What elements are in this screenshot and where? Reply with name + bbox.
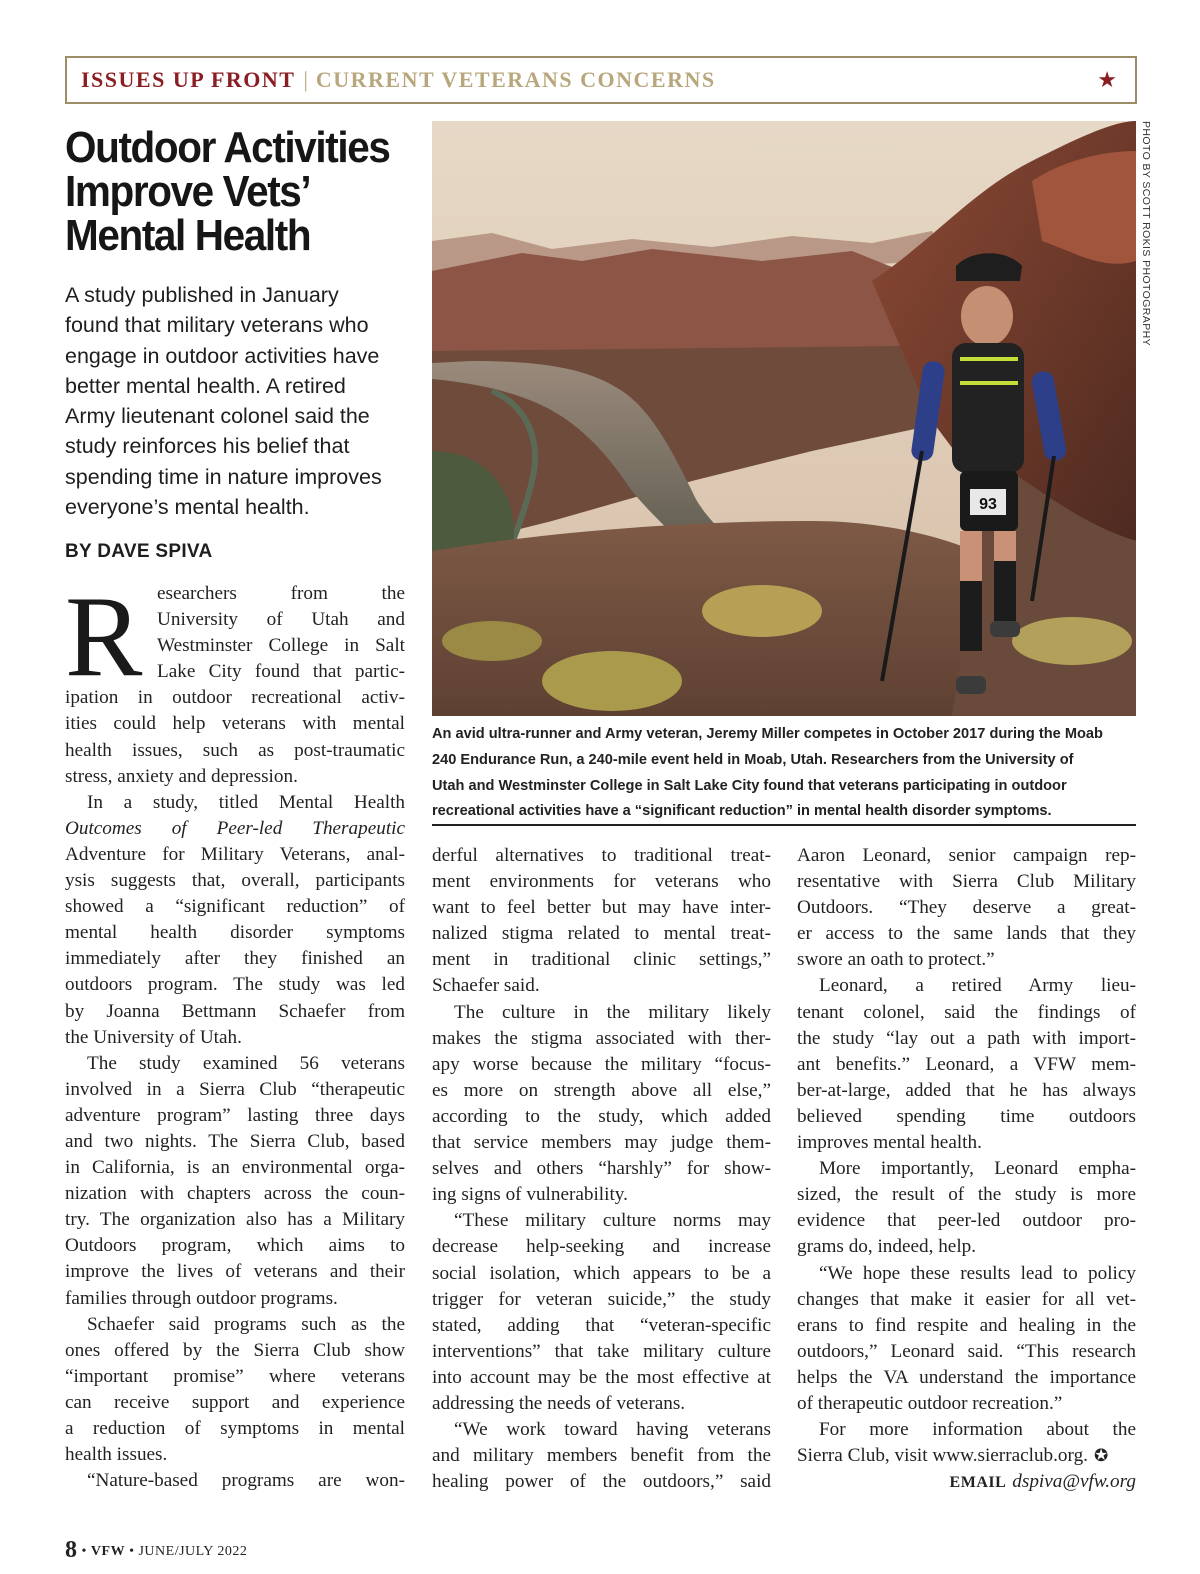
photo-caption: [432, 722, 1136, 825]
body-column-2: [432, 843, 771, 1495]
body-line: outdoors program. The study was led: [65, 974, 405, 996]
body-column-3: [797, 843, 1136, 1495]
body-line: Schaefer said.: [432, 975, 540, 997]
headline-line: Outdoor Activities: [65, 123, 390, 172]
body-line: by Joanna Bettmann Schaefer from: [65, 1000, 405, 1022]
body-line: “We work toward having veterans: [454, 1419, 771, 1441]
body-line: esearchers from the: [157, 583, 405, 604]
body-line: a reduction of symptoms in mental: [65, 1418, 405, 1439]
body-line: and two nights. The Sierra Club, based: [65, 1130, 405, 1152]
body-line: in California, is an environmental orga-: [65, 1157, 405, 1179]
body-line: “These military culture norms may: [454, 1210, 771, 1232]
body-line: interventions” that take military culture: [432, 1340, 771, 1362]
body-line: ing signs of vulnerability.: [432, 1184, 628, 1206]
folio-bullet: •: [81, 1544, 87, 1559]
body-line: decrease help-seeking and increase: [432, 1236, 771, 1258]
body-line: The study examined 56 veterans: [87, 1052, 405, 1074]
caption-line: Utah and Westminster College in Salt Lake City found that veterans participating in outdoor: [432, 777, 1067, 794]
body-line-with-end-mark: [797, 1443, 1136, 1469]
article-photo: [432, 121, 1136, 716]
body-line: believed spending time outdoors: [797, 1105, 1136, 1127]
body-line: ities could help veterans with mental: [65, 713, 405, 735]
body-line: helps the VA understand the importance: [797, 1366, 1136, 1388]
body-line: Outcomes of Peer-led Therapeutic: [65, 817, 405, 839]
body-line: health issues, such as post-traumatic: [65, 739, 405, 761]
caption-line: 240 Endurance Run, a 240-mile event held in Moab, Utah. Researchers from the University of: [432, 751, 1074, 768]
body-line: Adventure for Military Veterans, anal-: [65, 843, 405, 865]
folio-bullet: •: [129, 1544, 135, 1559]
body-line: ber-at-large, added that he has always: [797, 1079, 1136, 1101]
body-line: For more information about the: [819, 1419, 1136, 1441]
body-line: addressing the needs of veterans.: [432, 1392, 686, 1414]
body-line: want to feel better but may have inter-: [432, 897, 771, 919]
body-line: makes the stigma associated with ther-: [432, 1027, 771, 1049]
body-line: ment environments for veterans who: [432, 871, 771, 893]
body-line: showed a “significant reduction” of: [65, 896, 405, 918]
body-line: University of Utah and: [157, 609, 405, 631]
photo-credit: PHOTO BY SCOTT ROKIS PHOTOGRAPHY: [1140, 121, 1152, 346]
body-line: Outdoors program, which aims to: [65, 1235, 405, 1257]
body-line: nalized stigma related to mental treat-: [432, 923, 771, 945]
body-line: social isolation, which appears to be a: [432, 1262, 771, 1284]
magazine-name: VFW: [90, 1544, 126, 1559]
dek-line: spending time in nature improves: [65, 464, 382, 489]
body-line: stated, adding that “veteran-specific: [432, 1314, 771, 1336]
page-folio: [65, 1537, 247, 1564]
dek-line: found that military veterans who: [65, 313, 369, 338]
canyon-runner-illustration: [432, 121, 1136, 716]
body-line: grams do, indeed, help.: [797, 1236, 977, 1258]
body-line: More importantly, Leonard empha-: [819, 1158, 1136, 1180]
dek-line: A study published in January: [65, 283, 339, 307]
body-line: Lake City found that partic-: [157, 661, 405, 683]
body-line: can receive support and experience: [65, 1391, 405, 1413]
body-line: mental health disorder symptoms: [65, 922, 405, 944]
headline-line: Improve Vets’: [65, 167, 311, 216]
caption-line: recreational activities have a “significant reduction” in mental health disorder symptoms.: [432, 803, 1052, 820]
star-icon: ★: [1097, 67, 1117, 92]
body-line: changes that make it easier for all vet-: [797, 1288, 1136, 1310]
body-line: the University of Utah.: [65, 1026, 242, 1048]
body-line: evidence that peer-led outdoor pro-: [797, 1210, 1136, 1232]
body-line: involved in a Sierra Club “therapeutic: [65, 1078, 405, 1100]
body-line: ment in traditional clinic settings,”: [432, 949, 771, 971]
body-line: derful alternatives to traditional treat-: [432, 845, 771, 866]
body-line: sized, the result of the study is more: [797, 1184, 1136, 1206]
body-line: swore an oath to protect.”: [797, 949, 995, 971]
body-line: of therapeutic outdoor recreation.”: [797, 1392, 1063, 1414]
body-line: families through outdoor programs.: [65, 1287, 338, 1309]
body-line: immediately after they finished an: [65, 948, 405, 970]
body-line: trigger for veteran suicide,” the study: [432, 1288, 771, 1310]
body-line: selves and others “harshly” for show-: [432, 1158, 771, 1180]
body-line: ant benefits.” Leonard, a VFW mem-: [797, 1053, 1136, 1075]
body-line: ones offered by the Sierra Club show: [65, 1339, 405, 1361]
body-line: ysis suggests that, overall, participants: [65, 870, 405, 892]
body-line: The culture in the military likely: [454, 1001, 771, 1023]
article-dek: [65, 280, 410, 522]
body-line: Aaron Leonard, senior campaign rep-: [797, 845, 1136, 866]
caption-line: An avid ultra-runner and Army veteran, Jeremy Miller competes in October 2017 during the Moab: [432, 726, 1103, 742]
body-line: Westminster College in Salt: [157, 635, 405, 657]
body-line: and military members benefit from the: [432, 1445, 771, 1467]
dek-line: everyone’s mental health.: [65, 495, 310, 520]
section-banner: [65, 56, 1137, 104]
body-line: improves mental health.: [797, 1132, 982, 1154]
dek-line: engage in outdoor activities have: [65, 343, 380, 368]
body-line: es more on strength above all else,”: [432, 1079, 771, 1101]
body-line: “Nature-based programs are won-: [87, 1470, 405, 1492]
body-column-1: [65, 573, 405, 1494]
headline-line: Mental Health: [65, 211, 311, 260]
body-line: ipation in outdoor recreational activ-: [65, 687, 405, 709]
body-line: the study “lay out a path with import-: [797, 1027, 1136, 1049]
body-line: health issues.: [65, 1444, 168, 1466]
body-line: “important promise” where veterans: [65, 1365, 405, 1387]
body-line: according to the study, which added: [432, 1105, 771, 1127]
body-line: that service members may judge them-: [432, 1132, 771, 1154]
banner-separator: |: [303, 67, 308, 92]
email-address[interactable]: dspiva@vfw.org: [1012, 1471, 1136, 1493]
issue-date: JUNE/JULY 2022: [138, 1544, 248, 1559]
body-line: resentative with Sierra Club Military: [797, 871, 1136, 893]
body-line: adventure program” lasting three days: [65, 1104, 405, 1126]
end-mark-icon: ✪: [1093, 1446, 1109, 1466]
bib-number: 93: [979, 496, 997, 513]
body-line: stress, anxiety and depression.: [65, 765, 298, 787]
body-line: tenant colonel, said the findings of: [797, 1001, 1136, 1023]
subsection-label: CURRENT VETERANS CONCERNS: [315, 67, 716, 92]
body-line: apy worse because the military “focus-: [432, 1053, 771, 1075]
body-line: Schaefer said programs such as the: [87, 1313, 405, 1335]
page-number: 8: [65, 1537, 78, 1563]
dek-line: better mental health. A retired: [65, 373, 346, 398]
article-headline: [65, 123, 396, 260]
body-line: into account may be the most effective at: [432, 1366, 771, 1388]
body-line: Outdoors. “They deserve a great-: [797, 897, 1136, 919]
body-line: nization with chapters across the coun-: [65, 1183, 405, 1205]
drop-cap: R: [65, 573, 143, 701]
body-line: erans to find respite and healing in the: [797, 1314, 1136, 1336]
body-line: “We hope these results lead to policy: [819, 1262, 1136, 1284]
body-line: Leonard, a retired Army lieu-: [819, 975, 1136, 997]
byline: BY DAVE SPIVA: [65, 541, 213, 562]
author-email: [797, 1469, 1136, 1495]
body-line: healing power of the outdoors,” said: [432, 1471, 771, 1493]
section-label: ISSUES UP FRONT: [81, 67, 296, 92]
body-line: try. The organization also has a Military: [65, 1209, 405, 1231]
dek-line: study reinforces his belief that: [65, 434, 350, 459]
email-label: EMAIL: [949, 1474, 1007, 1492]
body-line: er access to the same lands that they: [797, 923, 1136, 945]
body-line: improve the lives of veterans and their: [65, 1261, 405, 1283]
dek-line: Army lieutenant colonel said the: [65, 404, 370, 429]
body-line: In a study, titled Mental Health: [87, 791, 405, 813]
body-line: Sierra Club, visit www.sierraclub.org.: [797, 1445, 1088, 1467]
body-line: outdoors,” Leonard said. “This research: [797, 1340, 1136, 1362]
caption-rule: [432, 824, 1136, 826]
